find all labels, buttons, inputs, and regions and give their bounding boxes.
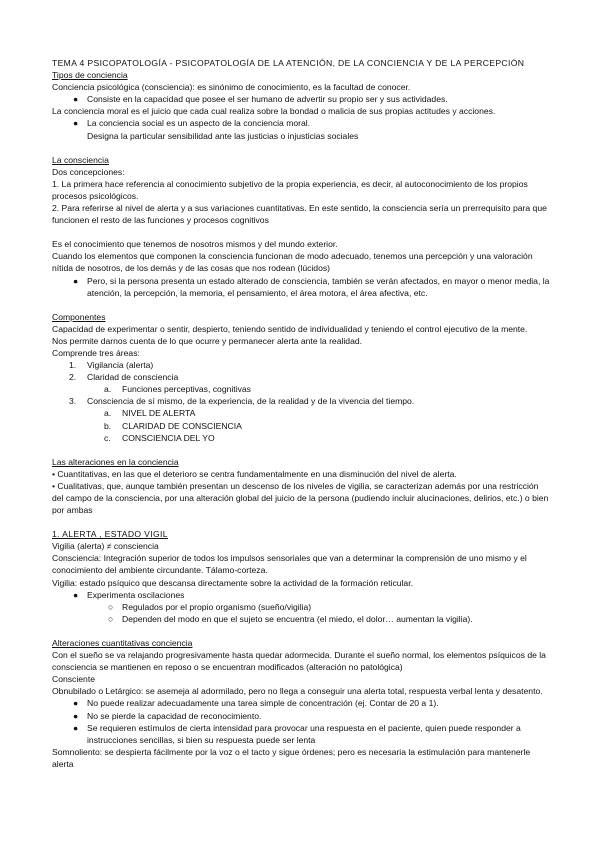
bullet-icon: ●	[73, 118, 79, 129]
section-heading-alteraciones: Las alteraciones en la conciencia	[52, 456, 179, 467]
list-item-text: Pero, si la persona presenta un estado alterado de consciencia, también se verán afectados, en mayor o menor media, la atención, la percepción, la memoria, el pensamiento, el área motora, el área afectiva, etc.	[87, 275, 550, 298]
list-item-text: Experimenta oscilaciones	[87, 589, 185, 600]
list-item-line: Designa la particular sensibilidad ante las justicias o injusticias sociales	[87, 130, 359, 141]
list-number: 2.	[69, 372, 77, 383]
section-heading-componentes: Componentes	[52, 311, 106, 322]
list-item	[52, 407, 552, 419]
list-item	[52, 359, 552, 371]
list-item-text: Consiste en la capacidad que posee el ser humano de advertir su propio ser y sus actividades.	[87, 94, 448, 105]
list-letter: a.	[104, 384, 112, 395]
list-item	[52, 601, 552, 613]
list-item-text: Claridad de consciencia	[87, 372, 179, 383]
list-item	[52, 93, 552, 105]
list-item	[52, 371, 552, 383]
bullet-icon: ●	[73, 698, 79, 709]
list-letter: c.	[104, 432, 111, 443]
paragraph-permite: Nos permite darnos cuenta de lo que ocurre y permanecer alerta ante la realidad.	[52, 335, 363, 346]
list-item-text: Funciones perceptivas, cognitivas	[122, 384, 251, 395]
section-heading-cuantitativas: Alteraciones cuantitativas conciencia	[52, 637, 193, 648]
list-item	[52, 383, 552, 395]
list-number: 3.	[69, 396, 77, 407]
list-letter: a.	[104, 408, 112, 419]
list-item	[52, 420, 552, 432]
list-item-text: NIVEL DE ALERTA	[122, 408, 196, 419]
list-letter: b.	[104, 420, 112, 431]
paragraph-dos: Dos concepciones:	[52, 166, 125, 177]
circle-bullet-icon: ○	[108, 601, 114, 612]
list-item	[52, 613, 552, 625]
paragraph-vigilia-def: Vigilia: estado psíquico que descansa directamente sobre la actividad de la formación reticular.	[52, 577, 413, 588]
list-item	[52, 697, 552, 709]
list-item-text: Se requieren estímulos de cierta intensidad para provocar una respuesta en el paciente, quien puede responder a instrucciones sencillas, si bien su respuesta puede ser lenta	[87, 722, 521, 745]
document-title: TEMA 4 PSICOPATOLOGÍA - PSICOPATOLOGÍA DE LA ATENCIÓN, DE LA CONCIENCIA Y DE LA PERCEPCIÓN	[52, 58, 525, 68]
list-item	[52, 117, 552, 141]
list-item-text: CLARIDAD DE CONSCIENCIA	[122, 420, 242, 431]
paragraph-p1: 1. La primera hace referencia al conocimiento subjetivo de la propia experiencia, es decir, al autoconocimiento de los propios procesos psicológicos.	[52, 178, 528, 201]
bullet-icon: ●	[73, 94, 79, 105]
list-item-text: No puede realizar adecuadamente una tarea simple de concentración (ej. Contar de 20 a 1).	[87, 698, 439, 709]
list-item-text: CONSCIENCIA DEL YO	[122, 432, 215, 443]
paragraph-moral: La conciencia moral es el juicio que cada cual realiza sobre la bondad o malicia de sus propias actitudes y acciones.	[52, 106, 496, 117]
list-number: 1.	[69, 360, 77, 371]
section-heading-tipos: Tipos de conciencia	[52, 70, 128, 81]
list-item-text: Regulados por el propio organismo (sueño/vigilia)	[122, 601, 312, 612]
paragraph-somnoliento: Somnoliento: se despierta fácilmente por la voz o el tacto y sigue órdenes; pero es necesaria la estimulación para mantenerle alerta	[52, 746, 531, 769]
paragraph-consciente: Consciente	[52, 674, 95, 685]
bullet-icon: ●	[73, 722, 79, 733]
bullet-icon: ●	[73, 710, 79, 721]
list-item	[52, 395, 552, 407]
paragraph-cualitativas: • Cualitativas, que, aunque también presentan un descenso de los niveles de vigilia, se caracterizan además por una restricción del campo de la consciencia, por una alteración global del juicio de la persona (pudiendo incluir alucinaciones, delirios, etc.) o bien por ambas	[52, 480, 549, 516]
section-heading-consciencia: La consciencia	[52, 154, 109, 165]
paragraph-sueno: Con el sueño se va relajando progresivamente hasta quedar adormecida. Durante el sueño normal, los elementos psíquicos de la consciencia se mantienen en reposo o se encuentran modificados (alteración no patológica)	[52, 650, 546, 673]
section-heading-alerta: 1. ALERTA , ESTADO VIGIL	[52, 529, 168, 540]
paragraph-vigilia-neq: Vigilia (alerta) ≠ consciencia	[52, 541, 159, 552]
list-item	[52, 589, 552, 601]
list-item-text: No se pierde la capacidad de reconocimiento.	[87, 710, 262, 721]
paragraph-consciencia-def: Consciencia: Integración superior de todos los impulsos sensoriales que van a determinar la comprensión de uno mismo y el conocimiento del ambiente circundante. Tálamo-corteza.	[52, 553, 527, 576]
list-item	[52, 722, 552, 746]
list-item	[52, 710, 552, 722]
bullet-icon: ●	[73, 275, 79, 286]
list-item-line: La conciencia social es un aspecto de la conciencia moral.	[87, 118, 311, 129]
paragraph-cuantitativas: • Cuantitativas, en las que el deterioro se centra fundamentalmente en una disminución del nivel de alerta.	[52, 468, 457, 479]
bullet-icon: ●	[73, 589, 79, 600]
list-item	[52, 275, 552, 299]
paragraph-obnubilado: Obnubilado o Letárgico: se asemeja al adormilado, pero no llega a conseguir una alerta total, respuesta verbal lenta y desatento.	[52, 686, 543, 697]
paragraph-capacidad: Capacidad de experimentar o sentir, despierto, teniendo sentido de individualidad y teniendo el control ejecutivo de la mente.	[52, 323, 528, 334]
list-item-text: Dependen del modo en que el sujeto se encuentra (el miedo, el dolor… aumentan la vigilia).	[122, 613, 473, 624]
paragraph-cuando: Cuando los elementos que componen la consciencia funcionan de modo adecuado, tenemos una percepción y una valoración nítida de nosotros, de los demás y de las cosas que nos rodean (lúcidos)	[52, 251, 533, 274]
circle-bullet-icon: ○	[108, 613, 114, 624]
list-item-text: Consciencia de sí mismo, de la experiencia, de la realidad y de la vivencia del tiempo.	[87, 396, 415, 407]
list-item-text: Vigilancia (alerta)	[87, 360, 154, 371]
paragraph-psicologica: Conciencia psicológica (consciencia): es sinónimo de conocimiento, es la facultad de conocer.	[52, 82, 411, 93]
list-item-text	[87, 117, 552, 141]
paragraph-def: Es el conocimiento que tenemos de nosotros mismos y del mundo exterior.	[52, 239, 338, 250]
paragraph-comprende: Comprende tres áreas:	[52, 347, 140, 358]
list-item	[52, 432, 552, 444]
paragraph-p2: 2. Para referirse al nivel de alerta y a sus variaciones cuantitativas. En este sentido, la consciencia sería un prerrequisito para que funcionen el resto de las funciones y procesos cognitivos	[52, 203, 547, 226]
document-page	[52, 57, 552, 770]
